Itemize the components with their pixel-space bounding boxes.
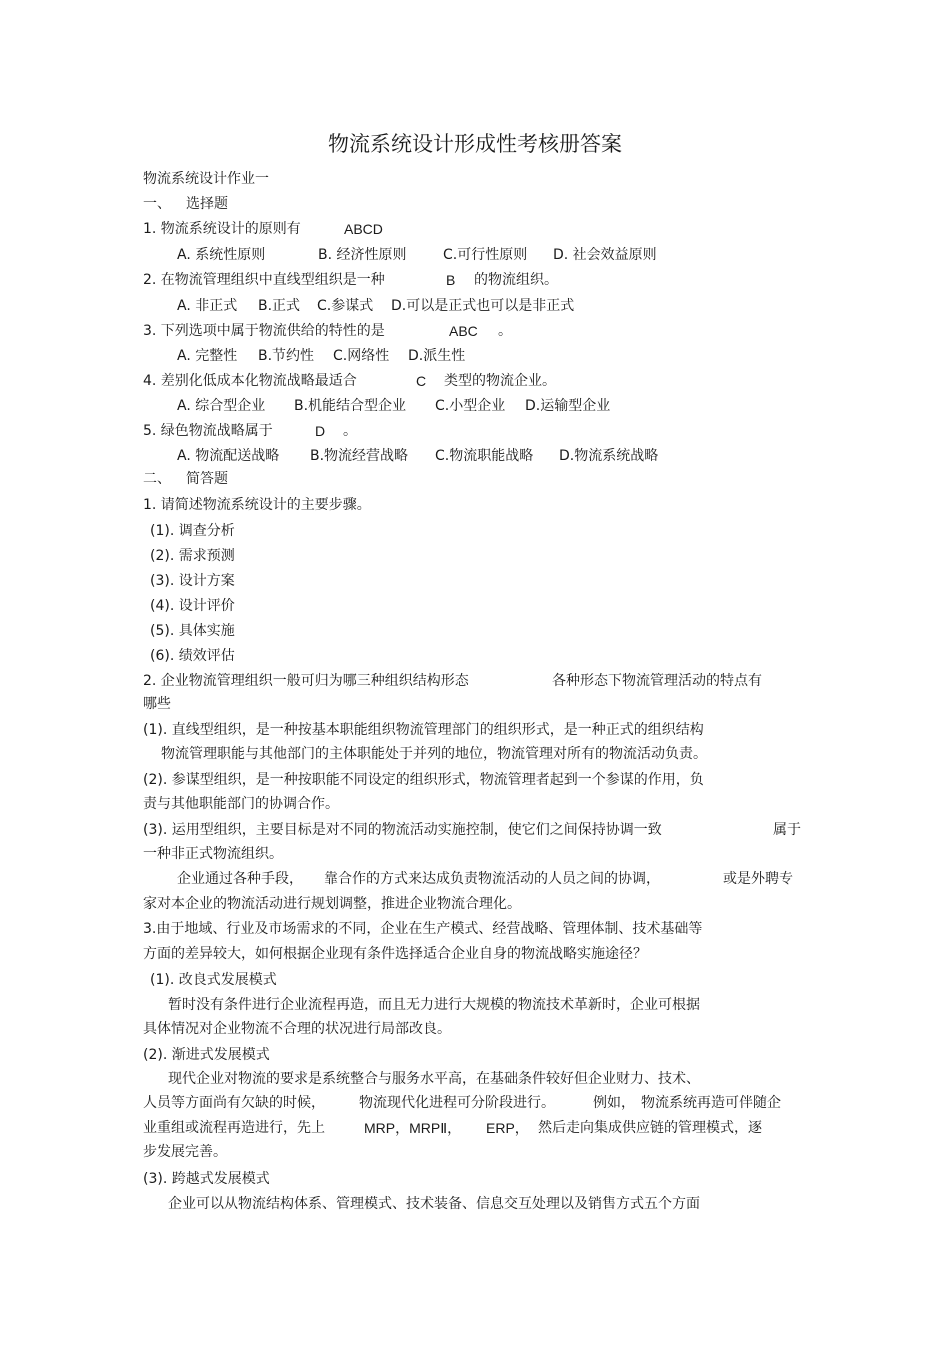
mode1-heading: (1). 改良式发展模式 <box>150 972 277 988</box>
question-3: 3. 下列选项中属于物流供给的特性的是 <box>143 323 385 339</box>
step-6: (6). 绩效评估 <box>150 648 235 664</box>
essay-question-1: 1. 请简述物流系统设计的主要步骤。 <box>143 497 371 513</box>
question-5-answer: D <box>315 423 326 439</box>
step-4: (4). 设计评价 <box>150 598 235 614</box>
q4-option-a: A. 综合型企业 <box>177 398 266 414</box>
q3-option-b: B.节约性 <box>258 348 315 364</box>
section1-number: 一、 <box>143 196 171 212</box>
question-2-answer: B <box>446 272 456 288</box>
question-1: 1. 物流系统设计的原则有 <box>143 221 301 237</box>
essay-question-2-part3: 哪些 <box>143 696 171 712</box>
question-2: 2. 在物流管理组织中直线型组织是一种 <box>143 272 385 288</box>
q1-option-d: D. 社会效益原则 <box>553 247 657 263</box>
question-5: 5. 绿色物流战略属于 <box>143 423 273 439</box>
answer2-para2-line1: (2). 参谋型组织，是一种按职能不同设定的组织形式，物流管理者起到一个参谋的作用，负 <box>143 772 704 788</box>
assignment-title: 物流系统设计作业一 <box>143 171 269 187</box>
mode2-line3-a: 业重组或流程再造进行，先上 <box>143 1120 325 1136</box>
q4-option-b: B.机能结合型企业 <box>294 398 407 414</box>
essay-question-2: 2. 企业物流管理组织一般可归为哪三种组织结构形态 <box>143 673 469 689</box>
mode2-line1: 现代企业对物流的要求是系统整合与服务水平高，在基础条件较好但企业财力、技术、 <box>168 1071 700 1087</box>
q5-option-d: D.物流系统战略 <box>559 448 659 464</box>
mode2-line2-d: 物流系统再造可伴随企 <box>641 1095 781 1111</box>
question-5-tail: 。 <box>343 423 357 439</box>
q2-option-b: B.正式 <box>258 298 301 314</box>
q2-option-c: C.参谋式 <box>317 298 374 314</box>
question-1-answer: ABCD <box>344 221 383 237</box>
section2-heading: 简答题 <box>186 471 228 487</box>
essay-question-3-line1: 3.由于地域、行业及市场需求的不同，企业在生产模式、经营战略、管理体制、技术基础等 <box>143 921 703 937</box>
step-3: (3). 设计方案 <box>150 573 235 589</box>
document-title: 物流系统设计形成性考核册答案 <box>328 132 622 156</box>
q1-option-b: B. 经济性原则 <box>318 247 407 263</box>
answer2-para3-line1: (3). 运用型组织，主要目标是对不同的物流活动实施控制，使它们之间保持协调一致 <box>143 822 662 838</box>
q3-option-c: C.网络性 <box>333 348 390 364</box>
mode1-line2: 具体情况对企业物流不合理的状况进行局部改良。 <box>143 1021 451 1037</box>
mode2-line2-b: 物流现代化进程可分阶段进行。 <box>359 1095 555 1111</box>
answer2-para4-line2: 家对本企业的物流活动进行规划调整，推进企业物流合理化。 <box>143 896 521 912</box>
q5-option-a: A. 物流配送战略 <box>177 448 280 464</box>
mode2-line2-a: 人员等方面尚有欠缺的时候， <box>143 1095 325 1111</box>
step-5: (5). 具体实施 <box>150 623 235 639</box>
question-4-tail: 类型的物流企业。 <box>444 373 556 389</box>
q2-option-a: A. 非正式 <box>177 298 238 314</box>
question-3-answer: ABC <box>449 323 478 339</box>
question-4-answer: C <box>416 373 427 389</box>
essay-question-3-line2: 方面的差异较大，如何根据企业现有条件选择适合企业自身的物流战略实施途径？ <box>143 946 647 962</box>
mode2-line2-c: 例如， <box>593 1095 635 1111</box>
answer2-para4-line1-b: 靠合作的方式来达成负责物流活动的人员之间的协调， <box>324 871 660 887</box>
mode3-heading: (3). 跨越式发展模式 <box>143 1171 270 1187</box>
mode2-line4: 步发展完善。 <box>143 1144 227 1160</box>
mode1-line1: 暂时没有条件进行企业流程再造，而且无力进行大规模的物流技术革新时，企业可根据 <box>168 997 700 1013</box>
answer2-para1-line1: (1). 直线型组织，是一种按基本职能组织物流管理部门的组织形式，是一种正式的组织结构 <box>143 722 704 738</box>
q3-option-d: D.派生性 <box>408 348 466 364</box>
answer2-para3-line1-tail: 属于 <box>773 822 801 838</box>
answer2-para4-line1-a: 企业通过各种手段， <box>177 871 303 887</box>
question-3-tail: 。 <box>498 323 512 339</box>
q2-option-d: D.可以是正式也可以是非正式 <box>391 298 575 314</box>
mode2-line3-b: MRP，MRPⅡ， <box>364 1120 462 1136</box>
section2-number: 二、 <box>143 471 171 487</box>
step-2: (2). 需求预测 <box>150 548 235 564</box>
mode3-line1: 企业可以从物流结构体系、管理模式、技术装备、信息交互处理以及销售方式五个方面 <box>168 1196 700 1212</box>
mode2-heading: (2). 渐进式发展模式 <box>143 1047 270 1063</box>
question-4: 4. 差别化低成本化物流战略最适合 <box>143 373 357 389</box>
q1-option-c: C.可行性原则 <box>443 247 528 263</box>
step-1: (1). 调查分析 <box>150 523 235 539</box>
essay-question-2-part2: 各种形态下物流管理活动的特点有 <box>552 673 762 689</box>
q5-option-b: B.物流经营战略 <box>310 448 409 464</box>
q1-option-a: A. 系统性原则 <box>177 247 266 263</box>
answer2-para1-line2: 物流管理职能与其他部门的主体职能处于并列的地位，物流管理对所有的物流活动负责。 <box>161 746 707 762</box>
mode2-line3-d: 然后走向集成供应链的管理模式，逐 <box>538 1120 762 1136</box>
answer2-para2-line2: 责与其他职能部门的协调合作。 <box>143 796 339 812</box>
q3-option-a: A. 完整性 <box>177 348 238 364</box>
question-2-tail: 的物流组织。 <box>474 272 558 288</box>
q5-option-c: C.物流职能战略 <box>435 448 534 464</box>
answer2-para3-line2: 一种非正式物流组织。 <box>143 846 283 862</box>
section1-heading: 选择题 <box>186 196 228 212</box>
q4-option-d: D.运输型企业 <box>525 398 611 414</box>
mode2-line3-c: ERP， <box>486 1120 529 1136</box>
answer2-para4-line1-c: 或是外聘专 <box>723 871 793 887</box>
q4-option-c: C.小型企业 <box>435 398 506 414</box>
